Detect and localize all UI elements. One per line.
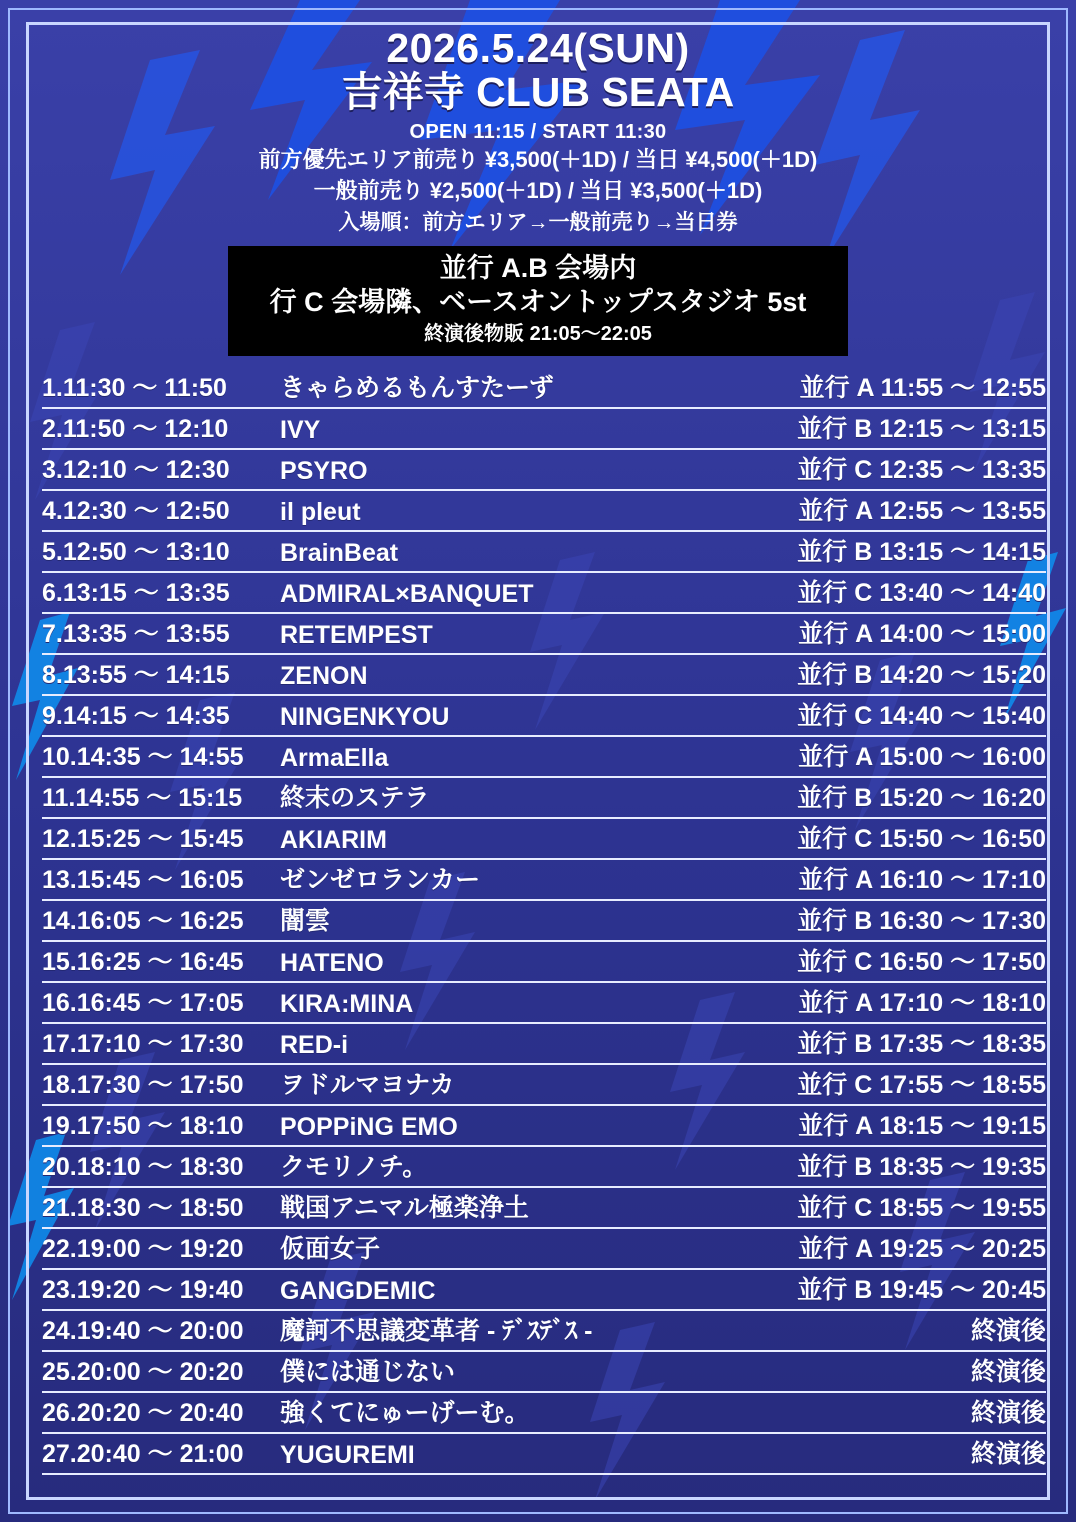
price-line-2: 一般前売り ¥2,500(＋1D) / 当日 ¥3,500(＋1D) <box>313 177 763 203</box>
row-artist-name: 闇雲 <box>280 906 331 935</box>
price-line-1: 前方優先エリア前売り ¥3,500(＋1D) / 当日 ¥4,500(＋1D) <box>258 147 818 173</box>
table-row <box>42 1393 1046 1434</box>
table-row <box>42 778 1046 819</box>
row-time: 12.15:25 〜 15:45 <box>42 824 244 853</box>
row-time: 5.12:50 〜 13:10 <box>42 537 230 566</box>
row-extra-slot: 並行 A 16:10 〜 17:10 <box>798 865 1046 894</box>
table-row <box>42 1311 1046 1352</box>
table-row <box>42 1270 1046 1311</box>
row-extra-slot: 並行 B 18:35 〜 19:35 <box>797 1152 1046 1181</box>
table-row <box>42 368 1046 409</box>
row-extra-slot: 並行 A 18:15 〜 19:15 <box>798 1111 1046 1140</box>
row-artist-name: 強くてにゅーげーむ。 <box>280 1398 530 1427</box>
row-time: 10.14:35 〜 14:55 <box>42 742 244 771</box>
row-artist-name: il pleut <box>280 497 361 526</box>
event-header <box>0 0 1076 236</box>
row-extra-slot: 並行 B 12:15 〜 13:15 <box>797 414 1046 443</box>
row-extra-slot: 並行 C 16:50 〜 17:50 <box>797 947 1046 976</box>
notice-line-1: 並行 A.B 会場内 <box>439 253 637 284</box>
table-row <box>42 696 1046 737</box>
table-row <box>42 1106 1046 1147</box>
table-row <box>42 491 1046 532</box>
row-time: 21.18:30 〜 18:50 <box>42 1193 244 1222</box>
row-extra-slot: 並行 B 17:35 〜 18:35 <box>797 1029 1046 1058</box>
row-time: 19.17:50 〜 18:10 <box>42 1111 244 1140</box>
row-time: 24.19:40 〜 20:00 <box>42 1316 244 1345</box>
row-artist-name: 終末のステラ <box>280 783 430 812</box>
table-row <box>42 1434 1046 1475</box>
row-time: 6.13:15 〜 13:35 <box>42 578 230 607</box>
row-time: 27.20:40 〜 21:00 <box>42 1439 244 1468</box>
timetable <box>42 368 1046 1475</box>
table-row <box>42 409 1046 450</box>
row-time: 20.18:10 〜 18:30 <box>42 1152 244 1181</box>
row-time: 9.14:15 〜 14:35 <box>42 701 230 730</box>
row-extra-slot: 並行 A 15:00 〜 16:00 <box>798 742 1046 771</box>
row-extra-slot: 並行 A 12:55 〜 13:55 <box>798 496 1046 525</box>
row-time: 4.12:30 〜 12:50 <box>42 496 230 525</box>
row-artist-name: 仮面女子 <box>280 1234 381 1263</box>
row-extra-slot: 並行 B 14:20 〜 15:20 <box>797 660 1046 689</box>
table-row <box>42 737 1046 778</box>
event-venue: 吉祥寺 CLUB SEATA <box>341 69 735 116</box>
row-artist-name: ADMIRAL×BANQUET <box>280 579 534 608</box>
table-row <box>42 1188 1046 1229</box>
row-artist-name: RED-i <box>280 1030 349 1059</box>
row-time: 8.13:55 〜 14:15 <box>42 660 230 689</box>
row-artist-name: IVY <box>280 415 321 444</box>
row-extra-slot: 並行 C 14:40 〜 15:40 <box>797 701 1046 730</box>
row-artist-name: NINGENKYOU <box>280 702 450 731</box>
row-extra-slot: 並行 A 17:10 〜 18:10 <box>798 988 1046 1017</box>
row-extra-slot: 並行 C 12:35 〜 13:35 <box>797 455 1046 484</box>
table-row <box>42 942 1046 983</box>
row-extra-slot: 並行 C 18:55 〜 19:55 <box>797 1193 1046 1222</box>
table-row <box>42 1229 1046 1270</box>
notice-box <box>228 246 848 356</box>
row-extra-slot: 並行 A 19:25 〜 20:25 <box>798 1234 1046 1263</box>
row-artist-name: ヲドルマヨナカ <box>280 1070 455 1099</box>
table-row <box>42 860 1046 901</box>
row-artist-name: ZENON <box>280 661 368 690</box>
row-artist-name: POPPiNG EMO <box>280 1112 458 1141</box>
row-extra-slot: 終演後 <box>970 1357 1046 1386</box>
row-time: 11.14:55 〜 15:15 <box>42 783 243 812</box>
row-time: 18.17:30 〜 17:50 <box>42 1070 244 1099</box>
row-extra-slot: 並行 C 17:55 〜 18:55 <box>797 1070 1046 1099</box>
table-row <box>42 819 1046 860</box>
row-artist-name: ArmaElla <box>280 743 389 772</box>
row-artist-name: 戦国アニマル極楽浄土 <box>280 1193 529 1222</box>
row-artist-name: ゼンゼロランカー <box>280 865 481 894</box>
row-extra-slot: 並行 C 15:50 〜 16:50 <box>797 824 1046 853</box>
row-artist-name: 僕には通じない <box>280 1357 456 1386</box>
row-time: 1.11:30 〜 11:50 <box>42 373 227 402</box>
table-row <box>42 573 1046 614</box>
row-artist-name: GANGDEMIC <box>280 1276 436 1305</box>
row-artist-name: きゃらめるもんすたーず <box>280 373 554 402</box>
row-time: 14.16:05 〜 16:25 <box>42 906 244 935</box>
row-time: 13.15:45 〜 16:05 <box>42 865 244 894</box>
row-time: 23.19:20 〜 19:40 <box>42 1275 244 1304</box>
row-time: 7.13:35 〜 13:55 <box>42 619 230 648</box>
row-time: 2.11:50 〜 12:10 <box>42 414 229 443</box>
row-artist-name: AKIARIM <box>280 825 387 854</box>
table-row <box>42 614 1046 655</box>
row-extra-slot: 終演後 <box>970 1316 1046 1345</box>
row-time: 25.20:00 〜 20:20 <box>42 1357 244 1386</box>
table-row <box>42 1024 1046 1065</box>
open-start-time: OPEN 11:15 / START 11:30 <box>409 121 667 144</box>
row-extra-slot: 並行 B 15:20 〜 16:20 <box>797 783 1046 812</box>
row-artist-name: 魔訶不思議変革者 - ﾃﾞｽﾃﾞｽ - <box>280 1316 593 1345</box>
row-extra-slot: 終演後 <box>970 1439 1046 1468</box>
row-time: 26.20:20 〜 20:40 <box>42 1398 244 1427</box>
row-extra-slot: 終演後 <box>970 1398 1046 1427</box>
table-row <box>42 983 1046 1024</box>
row-artist-name: HATENO <box>280 948 384 977</box>
table-row <box>42 1352 1046 1393</box>
event-date: 2026.5.24(SUN) <box>386 25 690 71</box>
notice-line-2: 行 C 会場隣、ベースオントップスタジオ 5st <box>269 287 807 318</box>
row-time: 3.12:10 〜 12:30 <box>42 455 230 484</box>
row-extra-slot: 並行 A 11:55 〜 12:55 <box>799 373 1046 402</box>
table-row <box>42 450 1046 491</box>
row-time: 17.17:10 〜 17:30 <box>42 1029 244 1058</box>
table-row <box>42 901 1046 942</box>
notice-line-3: 終演後物販 21:05〜22:05 <box>424 322 652 345</box>
row-time: 16.16:45 〜 17:05 <box>42 988 244 1017</box>
row-extra-slot: 並行 A 14:00 〜 15:00 <box>798 619 1046 648</box>
row-artist-name: PSYRO <box>280 456 368 485</box>
table-row <box>42 1065 1046 1106</box>
row-extra-slot: 並行 B 16:30 〜 17:30 <box>797 906 1046 935</box>
table-row <box>42 655 1046 696</box>
row-extra-slot: 並行 B 13:15 〜 14:15 <box>797 537 1046 566</box>
row-time: 15.16:25 〜 16:45 <box>42 947 244 976</box>
row-artist-name: YUGUREMI <box>280 1440 415 1469</box>
row-artist-name: RETEMPEST <box>280 620 433 649</box>
row-extra-slot: 並行 B 19:45 〜 20:45 <box>797 1275 1046 1304</box>
row-artist-name: クモリノチ。 <box>280 1152 428 1181</box>
table-row <box>42 532 1046 573</box>
row-time: 22.19:00 〜 19:20 <box>42 1234 244 1263</box>
entry-order: 入場順：前方エリア→一般前売り→当日券 <box>338 211 738 235</box>
row-artist-name: BrainBeat <box>280 538 399 567</box>
row-artist-name: KIRA:MINA <box>280 989 414 1018</box>
table-row <box>42 1147 1046 1188</box>
row-extra-slot: 並行 C 13:40 〜 14:40 <box>797 578 1046 607</box>
